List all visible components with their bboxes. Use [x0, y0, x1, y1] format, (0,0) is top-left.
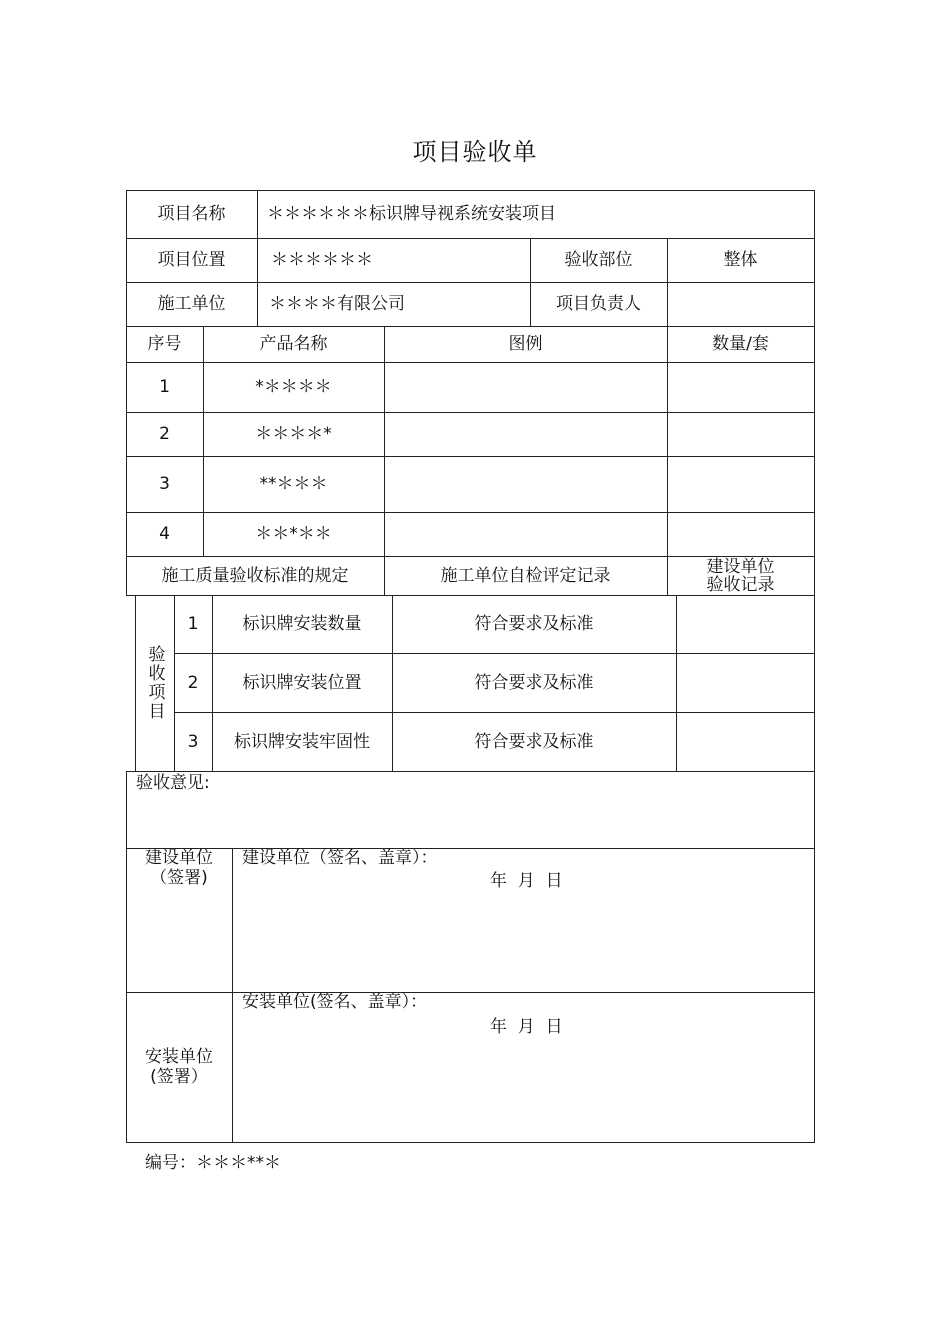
document-number: 编号：＊＊＊**＊ — [145, 1153, 281, 1173]
contractor-label: 施工单位 — [157, 294, 226, 314]
acceptance-opinion[interactable] — [126, 771, 814, 848]
table-row-quantity[interactable] — [667, 362, 814, 412]
builder-sign-date: 年 月 日 — [490, 871, 563, 891]
header-builder-record-line2: 验收记录 — [706, 574, 775, 595]
list-item-record[interactable] — [676, 595, 814, 653]
installer-sign-label — [126, 992, 232, 1142]
project-location-label: 项目位置 — [157, 250, 226, 270]
page-title: 项目验收单 — [412, 138, 538, 166]
header-builder-record-line1: 建设单位 — [706, 556, 775, 577]
project-name-value: ＊＊＊＊＊＊标识牌导视系统安装项目 — [267, 204, 556, 224]
list-item-record[interactable] — [676, 653, 814, 712]
table-row-no: 2 — [159, 424, 170, 444]
list-item-no: 3 — [187, 731, 199, 752]
installer-sign-date: 年 月 日 — [490, 1017, 563, 1037]
table-row-no: 3 — [159, 474, 170, 494]
builder-sign-text: 建设单位（签名、盖章）： — [242, 848, 438, 868]
list-item-result: 符合要求及标准 — [474, 672, 594, 693]
table-row-quantity[interactable] — [667, 412, 814, 456]
acceptance-items-label-text: 验收项目 — [144, 645, 165, 721]
table-row-legend[interactable] — [384, 412, 667, 456]
table-row-product: ＊＊*＊＊ — [255, 524, 332, 544]
table-row-no: 1 — [159, 377, 170, 397]
list-item-name: 标识牌安装牢固性 — [234, 731, 370, 752]
list-item-result: 符合要求及标准 — [474, 731, 594, 752]
acceptance-part-label: 验收部位 — [564, 250, 633, 270]
list-item-result: 符合要求及标准 — [474, 614, 594, 634]
header-quantity: 数量/套 — [712, 334, 769, 354]
table-row-no: 4 — [159, 524, 170, 544]
project-manager-value[interactable] — [667, 282, 814, 326]
header-self-check: 施工单位自检评定记录 — [440, 565, 611, 586]
header-builder-record — [667, 556, 814, 595]
installer-sign-text: 安装单位(签名、盖章）： — [242, 992, 428, 1012]
table-row-legend[interactable] — [384, 456, 667, 512]
list-item-record[interactable] — [676, 712, 814, 771]
header-legend: 图例 — [508, 334, 543, 354]
list-item-name: 标识牌安装数量 — [242, 614, 362, 634]
acceptance-opinion-label: 验收意见: — [136, 773, 210, 793]
table-row-legend[interactable] — [384, 362, 667, 412]
table-row-product: **＊＊＊ — [259, 474, 328, 494]
installer-sign-label-line2: (签署） — [150, 1067, 208, 1087]
table-row-quantity[interactable] — [667, 456, 814, 512]
builder-sign-label — [126, 848, 232, 992]
table-row-legend[interactable] — [384, 512, 667, 556]
table-row-product: ＊＊＊＊* — [255, 424, 332, 444]
list-item-no: 1 — [187, 614, 199, 634]
header-product-name: 产品名称 — [259, 334, 328, 354]
installer-sign-label-line1: 安装单位 — [145, 1047, 213, 1067]
table-row-quantity[interactable] — [667, 512, 814, 556]
builder-sign-label-line2: （签署) — [150, 868, 208, 888]
list-item-name: 标识牌安装位置 — [242, 672, 362, 693]
acceptance-part-value: 整体 — [723, 250, 758, 270]
project-manager-label: 项目负责人 — [556, 294, 641, 314]
contractor-value: ＊＊＊＊有限公司 — [269, 294, 405, 314]
project-location-value: ＊＊＊＊＊＊ — [271, 250, 373, 270]
acceptance-items-label — [135, 595, 174, 771]
list-item-no: 2 — [187, 672, 199, 693]
header-serial-no: 序号 — [147, 334, 182, 354]
header-quality-standard: 施工质量验收标准的规定 — [161, 565, 349, 586]
builder-sign-label-line1: 建设单位 — [145, 848, 213, 868]
project-name-label: 项目名称 — [157, 204, 226, 224]
table-row-product: *＊＊＊＊ — [255, 377, 332, 397]
